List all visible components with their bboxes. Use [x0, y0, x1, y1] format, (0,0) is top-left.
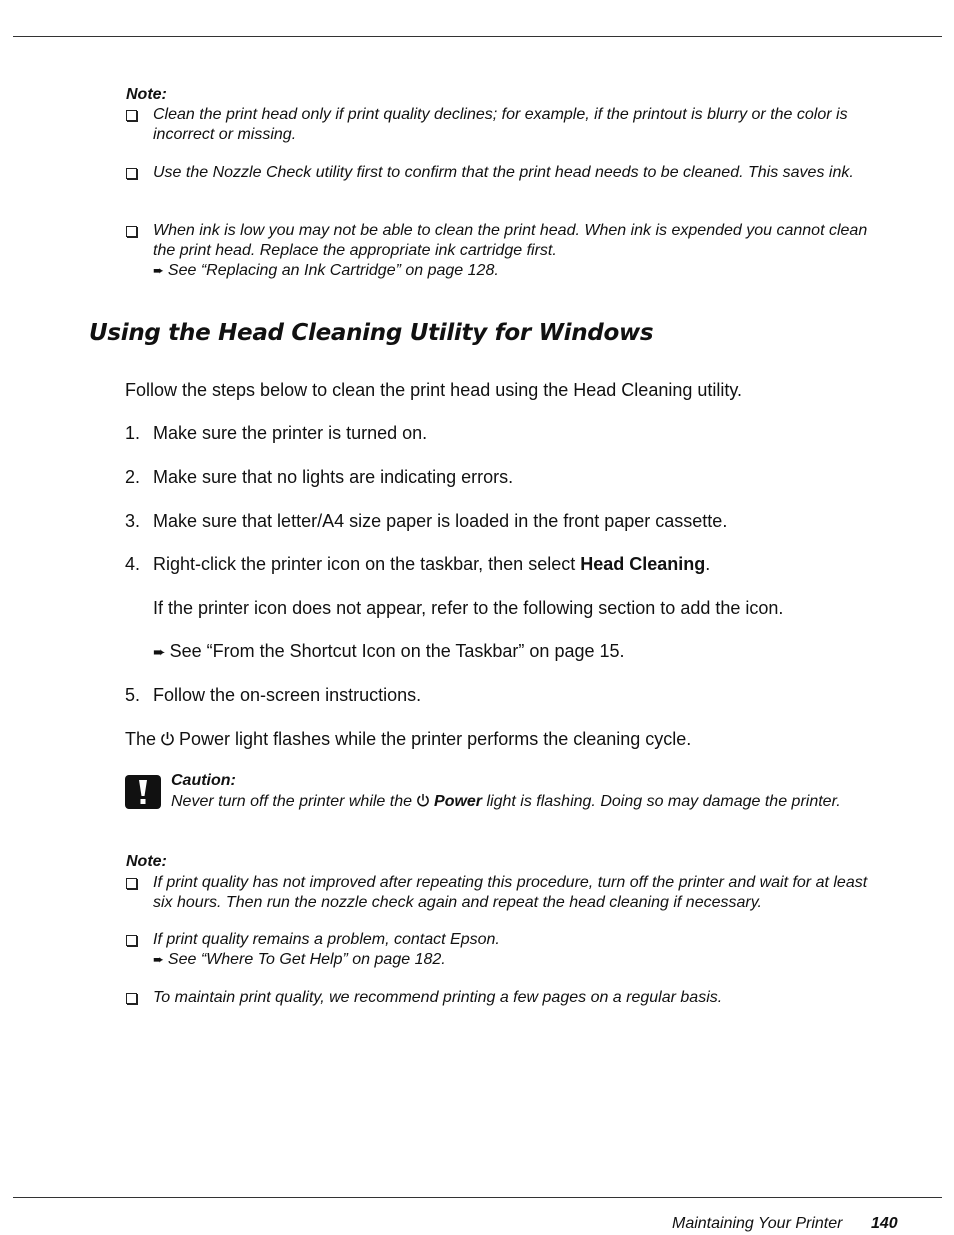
note-item: To maintain print quality, we recommend printing a few pages on a regular basis.	[126, 988, 871, 1008]
checkbox-bullet-icon	[126, 168, 137, 179]
power-light-paragraph: The Power light flashes while the printer performs the cleaning cycle.	[125, 729, 692, 749]
cross-reference-link[interactable]: ➨ See “Replacing an Ink Cartridge” on page 128.	[153, 262, 499, 279]
section-heading: Using the Head Cleaning Utility for Windows	[89, 320, 654, 346]
cross-reference-link[interactable]: ➨ See “Where To Get Help” on page 182.	[153, 951, 446, 968]
page-number: 140	[871, 1215, 898, 1232]
step-note: If the printer icon does not appear, refer to the following section to add the icon.	[153, 598, 784, 618]
note-label: Note:	[126, 853, 167, 870]
step-item: 5. Follow the on-screen instructions.	[125, 685, 422, 705]
note-item: If print quality remains a problem, contact Epson. ➨ See “Where To Get Help” on page 182.	[126, 930, 871, 970]
caution-icon	[125, 775, 161, 809]
checkbox-bullet-icon	[126, 935, 137, 946]
note-item: When ink is low you may not be able to clean the print head. When ink is expended you cannot clean the print head. Replace the appropriate ink cartridge first. ➨ See “Replacing an Ink Cartridge” on page 128.	[126, 221, 871, 281]
arrow-right-icon: ➨	[153, 644, 166, 661]
checkbox-bullet-icon	[126, 226, 137, 237]
note-label: Note:	[126, 86, 167, 103]
step-item: 1. Make sure the printer is turned on.	[125, 423, 428, 443]
caution-label: Caution:	[171, 772, 236, 789]
cross-reference-link[interactable]: ➨ See “From the Shortcut Icon on the Taskbar” on page 15.	[153, 641, 625, 661]
footer-rule	[13, 1197, 942, 1198]
checkbox-bullet-icon	[126, 878, 137, 889]
header-rule	[13, 36, 942, 37]
note-item: If print quality has not improved after repeating this procedure, turn off the printer and wait for at least six hours. Then run the nozzle check again and repeat the head cleaning if necessary.	[126, 873, 871, 913]
intro-paragraph: Follow the steps below to clean the print head using the Head Cleaning utility.	[125, 380, 743, 400]
note-item: Clean the print head only if print quality declines; for example, if the printout is blurry or the color is incorrect or missing.	[126, 105, 871, 145]
arrow-right-icon: ➨	[153, 263, 164, 278]
step-item: 3. Make sure that letter/A4 size paper is loaded in the front paper cassette.	[125, 511, 728, 531]
arrow-right-icon: ➨	[153, 952, 164, 967]
power-icon	[160, 731, 175, 747]
power-icon	[416, 793, 430, 808]
checkbox-bullet-icon	[126, 110, 137, 121]
checkbox-bullet-icon	[126, 993, 137, 1004]
step-item: 4. Right-click the printer icon on the taskbar, then select Head Cleaning.	[125, 554, 711, 574]
note-item: Use the Nozzle Check utility first to confirm that the print head needs to be cleaned. This saves ink.	[126, 163, 871, 183]
step-item: 2. Make sure that no lights are indicating errors.	[125, 467, 514, 487]
caution-text: Never turn off the printer while the Power light is flashing. Doing so may damage the printer.	[171, 793, 841, 810]
footer-section-title: Maintaining Your Printer	[672, 1215, 843, 1232]
